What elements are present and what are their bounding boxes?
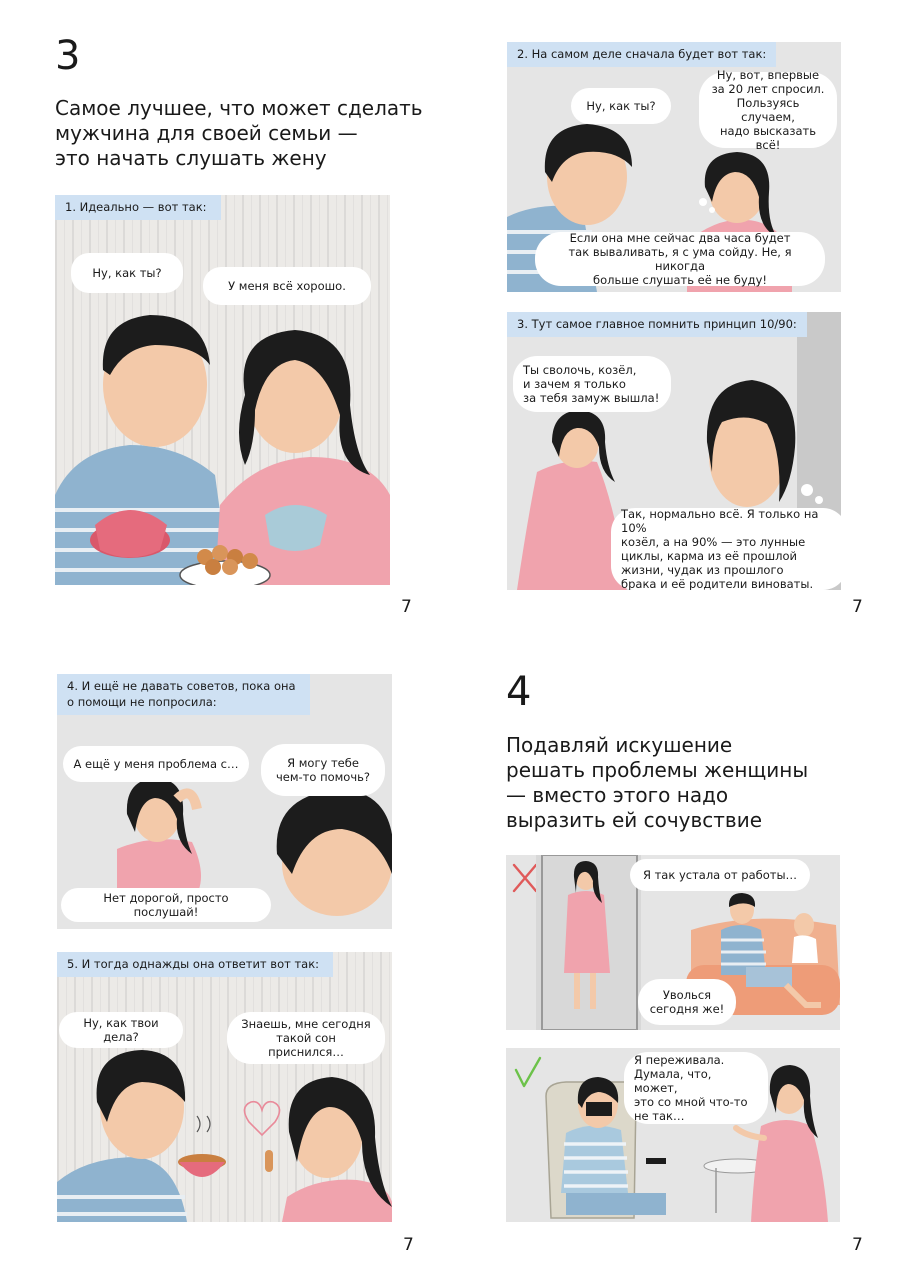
speech-bubble: Ну, как ты? bbox=[71, 253, 183, 293]
panel-5-illustration bbox=[57, 952, 392, 1222]
speech-bubble: Я переживала. Думала, что, может, это со мной что-то не так… bbox=[624, 1052, 768, 1124]
section-heading: Самое лучшее, что может сделать мужчина для своей семьи — это начать слушать жену bbox=[55, 96, 423, 170]
section-heading: Подавляй искушение решать проблемы женщины — вместо этого надо выразить ей сочувствие bbox=[506, 733, 809, 832]
panel-caption: 5. И тогда однажды она ответит вот так: bbox=[57, 952, 333, 977]
panel-caption: 2. На самом деле сначала будет вот так: bbox=[507, 42, 776, 67]
page-number: 7 bbox=[852, 1235, 863, 1255]
panel-caption: 4. И ещё не давать советов, пока она о помощи не попросила: bbox=[57, 674, 310, 715]
comic-panel-7 bbox=[506, 1048, 840, 1222]
panel-caption: 1. Идеально — вот так: bbox=[55, 195, 221, 220]
thought-bubble: Так, нормально всё. Я только на 10% козёл, а на 90% — это лунные циклы, карма из её прошлой жизни, чудак из прошлого брака и её родители виноваты. bbox=[611, 508, 841, 590]
speech-bubble: У меня всё хорошо. bbox=[203, 267, 371, 305]
section-number: 4 bbox=[506, 669, 532, 715]
speech-bubble: Я могу тебе чем-то помочь? bbox=[261, 744, 385, 796]
comic-panel-1 bbox=[55, 195, 390, 585]
comic-panel-3 bbox=[507, 312, 841, 590]
comic-panel-5 bbox=[57, 952, 392, 1222]
speech-bubble: Я так устала от работы… bbox=[630, 859, 810, 891]
comic-panel-6 bbox=[506, 855, 840, 1030]
speech-bubble: Ну, как ты? bbox=[571, 88, 671, 124]
comic-panel-4 bbox=[57, 674, 392, 929]
speech-bubble: Уволься сегодня же! bbox=[638, 979, 736, 1025]
thought-bubble: Ну, вот, впервые за 20 лет спросил. Пользуясь случаем, надо высказать всё! bbox=[699, 72, 837, 148]
speech-bubble: А ещё у меня проблема с… bbox=[63, 746, 249, 782]
speech-bubble: Ты сволочь, козёл, и зачем я только за тебя замуж вышла! bbox=[513, 356, 671, 412]
cross-icon bbox=[514, 865, 536, 891]
comic-panel-2 bbox=[507, 42, 841, 292]
speech-bubble: Ну, как твои дела? bbox=[59, 1012, 183, 1048]
panel-caption: 3. Тут самое главное помнить принцип 10/90: bbox=[507, 312, 807, 337]
check-icon bbox=[516, 1058, 540, 1086]
speech-bubble: Знаешь, мне сегодня такой сон приснился… bbox=[227, 1012, 385, 1064]
section-number: 3 bbox=[55, 33, 81, 79]
page-number: 7 bbox=[403, 1235, 414, 1255]
page-number: 7 bbox=[852, 597, 863, 617]
page-number: 7 bbox=[401, 597, 412, 617]
speech-bubble: Нет дорогой, просто послушай! bbox=[61, 888, 271, 922]
thought-bubble: Если она мне сейчас два часа будет так вываливать, я с ума сойду. Не, я никогда больше слушать её не буду! bbox=[535, 232, 825, 286]
